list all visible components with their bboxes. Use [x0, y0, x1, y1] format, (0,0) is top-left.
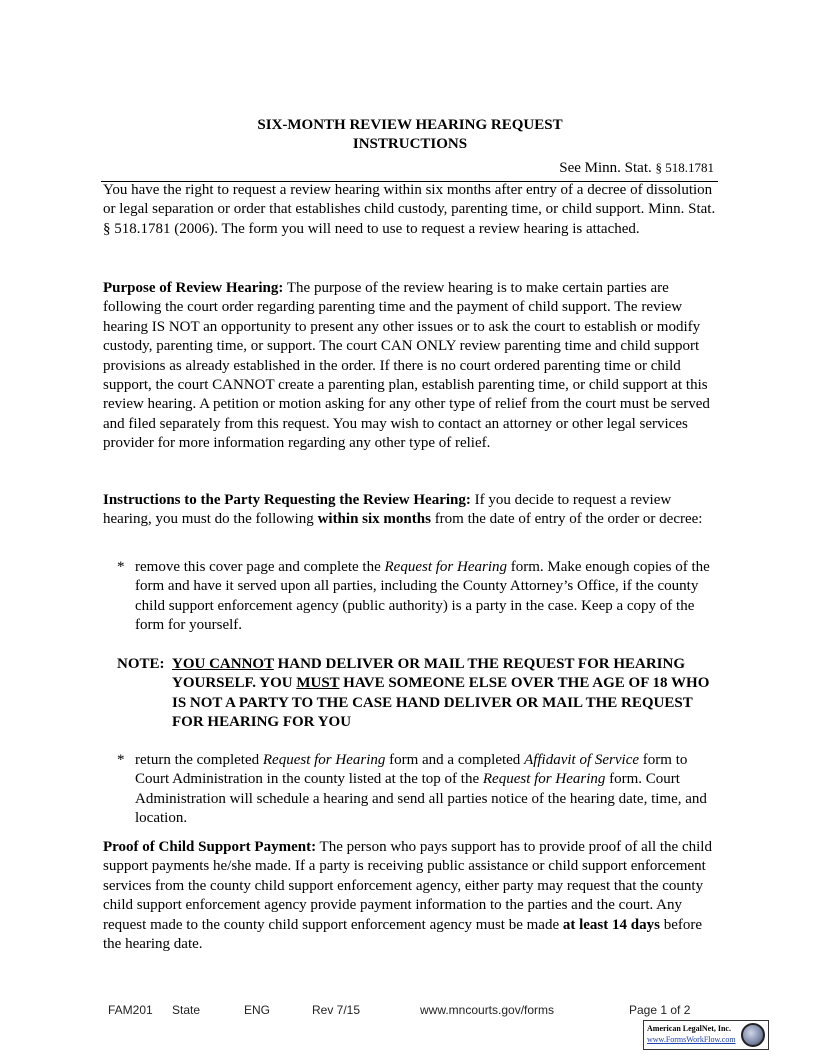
- note-label: NOTE:: [117, 656, 165, 672]
- instructions-heading: Instructions to the Party Requesting the Review Hearing:: [103, 492, 471, 508]
- bullet-marker: *: [117, 559, 125, 575]
- document-title: SIX-MONTH REVIEW HEARING REQUEST: [257, 117, 563, 133]
- bullet-item-cover-page: remove this cover page and complete the Request for Hearing form. Make enough copies of the form and have it served upon all parties, including the County Attorney’s Office, if the county child support enforcement agency (public authority) is a party in the case. Keep a copy of the form for yourself.: [135, 559, 710, 634]
- proof-paragraph: Proof of Child Support Payment: The person who pays support has to provide proof of all the child support payments he/she made. If a party is receiving public assistance or child support enforcement services from the county child support enforcement agency, either party may request that the county child support enforcement agency provide payment information to the parties and the court. Any request made to the county child support enforcement agency must be made at least 14 days before the hearing date.: [103, 839, 712, 953]
- bullet-marker: *: [117, 752, 125, 768]
- seal-icon: [741, 1023, 765, 1047]
- purpose-paragraph: Purpose of Review Hearing: The purpose of the review hearing is to make certain parties are following the court order regarding parenting time and the payment of child support. The review hearing IS NOT an opportunity to present any other issues or to ask the court to establish or modify custody, parenting time, or support. The court CAN ONLY review parenting time and child support provisions as already established in the order. If there is no court ordered parenting time or child support, the court CANNOT create a parenting plan, establish parenting time, or child support at this review hearing. A petition or motion asking for any other type of relief from the court must be served and filed separately from this request. You may wish to contact an attorney or other legal services provider for more information regarding any other type of relief.: [103, 280, 710, 452]
- footer-scope: State: [172, 1003, 201, 1017]
- proof-heading: Proof of Child Support Payment:: [103, 839, 317, 855]
- footer-form-id: FAM201: [108, 1003, 153, 1017]
- logo-company-name: American LegalNet, Inc.: [647, 1024, 731, 1033]
- footer-revision: Rev 7/15: [312, 1003, 361, 1017]
- footer-url: www.mncourts.gov/forms: [420, 1003, 555, 1017]
- footer-language: ENG: [244, 1003, 271, 1017]
- instructions-paragraph: Instructions to the Party Requesting the Review Hearing: If you decide to request a review hearing, you must do the following within six months from the date of entry of the order or decree:: [103, 492, 703, 528]
- document-subtitle: INSTRUCTIONS: [352, 136, 468, 152]
- intro-paragraph: You have the right to request a review hearing within six months after entry of a decree of dissolution or legal separation or order that establishes child custody, parenting time, or child support. Minn. Stat. § 518.1781 (2006). The form you will need to use to request a review hearing is attached.: [103, 182, 716, 237]
- statute-reference: See Minn. Stat. § 518.1781: [559, 160, 714, 176]
- logo-website-link[interactable]: www.FormsWorkFlow.com: [647, 1035, 736, 1044]
- footer-page-number: Page 1 of 2: [629, 1003, 691, 1017]
- purpose-heading: Purpose of Review Hearing:: [103, 280, 284, 296]
- note-text: YOU CANNOT HAND DELIVER OR MAIL THE REQUEST FOR HEARING YOURSELF. YOU MUST HAVE SOMEONE ELSE OVER THE AGE OF 18 WHO IS NOT A PARTY TO THE CASE HAND DELIVER OR MAIL THE REQUEST FOR HEARING FOR YOU: [172, 656, 710, 731]
- company-logo[interactable]: [643, 1020, 769, 1050]
- bullet-item-return-form: return the completed Request for Hearing form and a completed Affidavit of Service form to Court Administration in the county listed at the top of the Request for Hearing form. Court Administration will schedule a hearing and send all parties notice of the hearing date, time, and location.: [135, 752, 707, 827]
